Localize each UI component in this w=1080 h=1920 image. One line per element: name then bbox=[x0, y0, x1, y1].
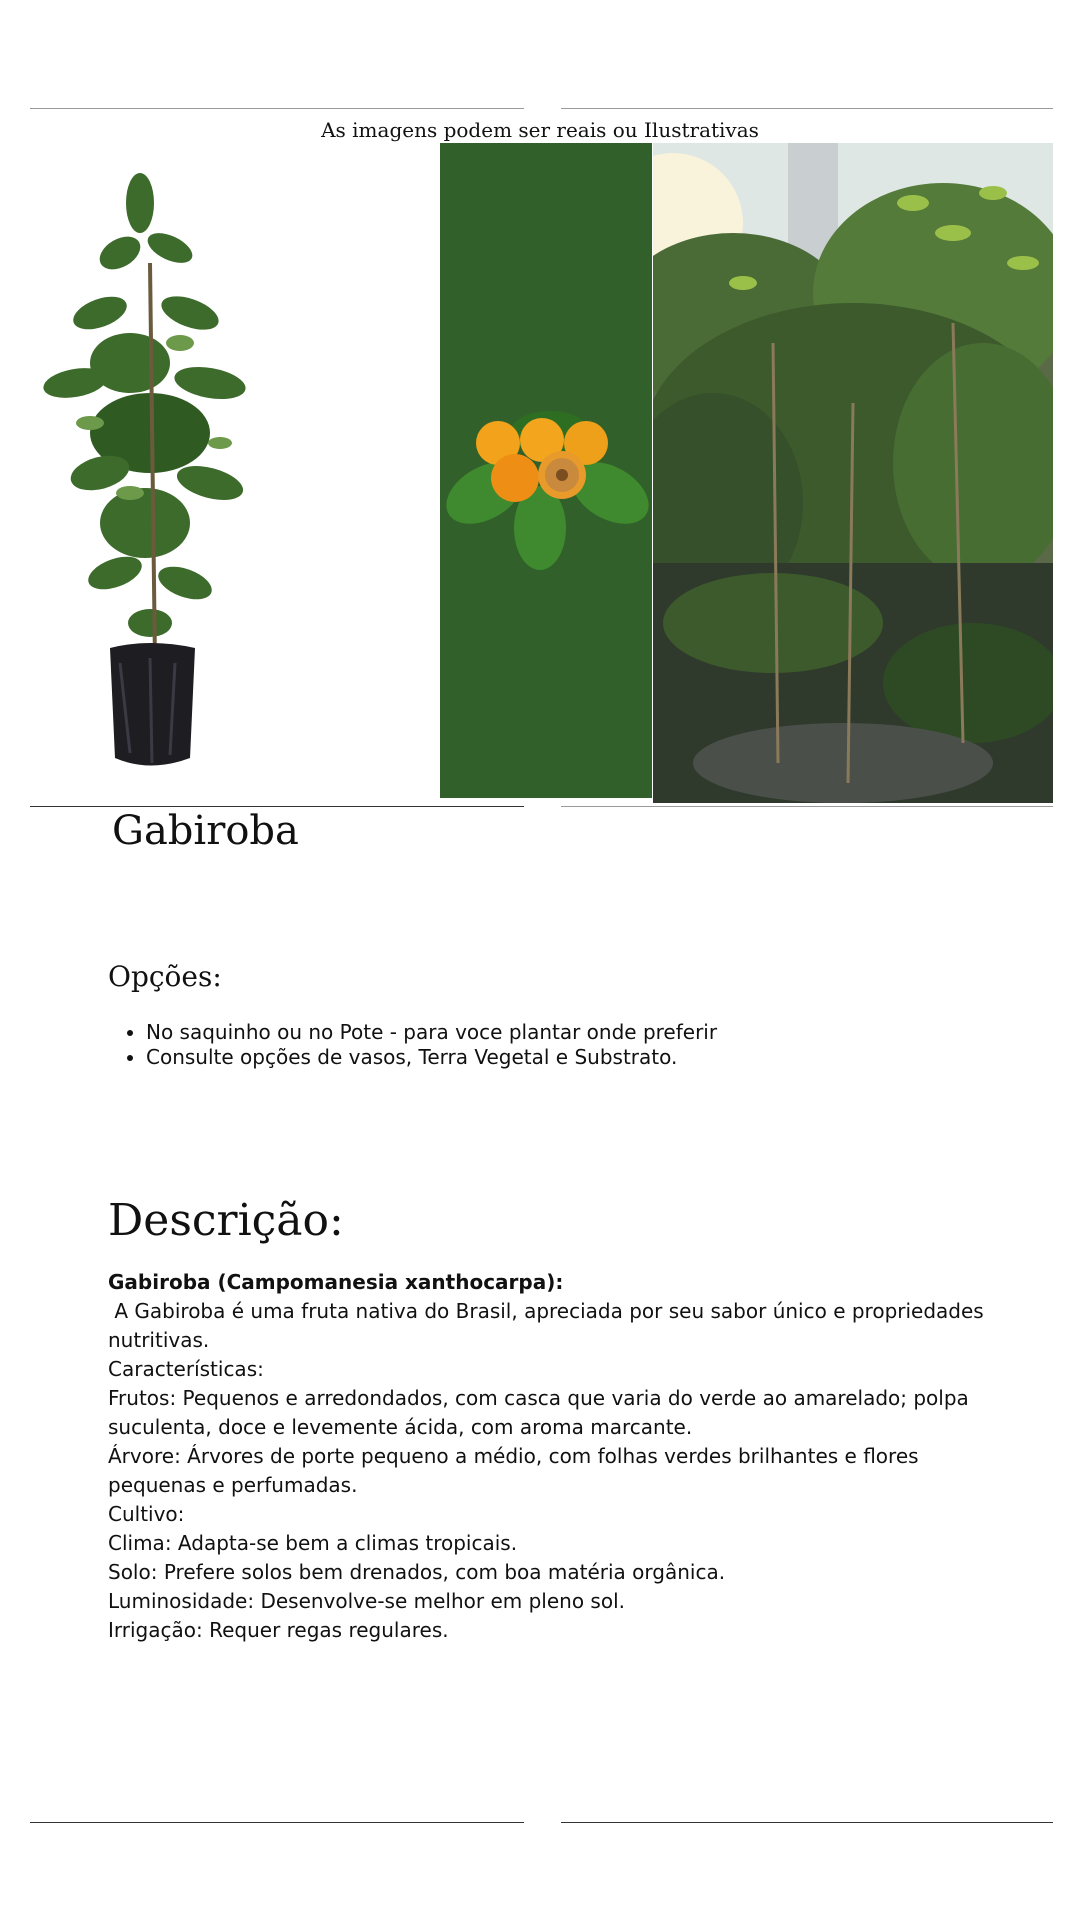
description-line: Cultivo: bbox=[108, 1502, 185, 1526]
top-rule-left bbox=[30, 108, 524, 109]
product-title: Gabiroba bbox=[112, 808, 299, 854]
image-disclaimer: As imagens podem ser reais ou Ilustrativas bbox=[321, 118, 759, 142]
option-item: • No saquinho ou no Pote - para voce plantar onde preferir bbox=[146, 1020, 717, 1045]
option-item: • Consulte opções de vasos, Terra Vegetal e Substrato. bbox=[146, 1045, 717, 1070]
fruit-image[interactable] bbox=[440, 143, 652, 798]
description-line: A Gabiroba é uma fruta nativa do Brasil, apreciada por seu sabor único e propriedades nutritivas. bbox=[108, 1299, 991, 1352]
options-heading: Opções: bbox=[108, 960, 222, 993]
description-line: Clima: Adapta-se bem a climas tropicais. bbox=[108, 1531, 518, 1555]
options-list bbox=[108, 1020, 717, 1070]
top-rule-right bbox=[561, 108, 1053, 109]
orchard-image[interactable] bbox=[653, 143, 1053, 803]
gabiroba-fruits-illustration bbox=[440, 143, 652, 798]
description-line: Luminosidade: Desenvolve-se melhor em pleno sol. bbox=[108, 1589, 625, 1613]
mid-rule-right bbox=[561, 806, 1053, 807]
description-line: Irrigação: Requer regas regulares. bbox=[108, 1618, 449, 1642]
description-heading: Descrição: bbox=[108, 1195, 344, 1246]
description-line: Gabiroba (Campomanesia xanthocarpa): bbox=[108, 1270, 564, 1294]
plant-image[interactable] bbox=[30, 143, 440, 803]
description-line: Frutos: Pequenos e arredondados, com casca que varia do verde ao amarelado; polpa suculenta, doce e levemente ácida, com aroma marcante. bbox=[108, 1386, 969, 1439]
description-line: Solo: Prefere solos bem drenados, com boa matéria orgânica. bbox=[108, 1560, 726, 1584]
orchard-nursery-illustration bbox=[653, 143, 1053, 803]
mid-rule-left bbox=[30, 806, 524, 807]
description-body bbox=[108, 1268, 991, 1645]
description-line: Características: bbox=[108, 1357, 264, 1381]
bottom-rule-left bbox=[30, 1822, 524, 1823]
potted-seedling-illustration bbox=[30, 143, 440, 803]
bottom-rule-right bbox=[561, 1822, 1053, 1823]
description-line: Árvore: Árvores de porte pequeno a médio, com folhas verdes brilhantes e flores pequenas e perfumadas. bbox=[108, 1444, 919, 1497]
